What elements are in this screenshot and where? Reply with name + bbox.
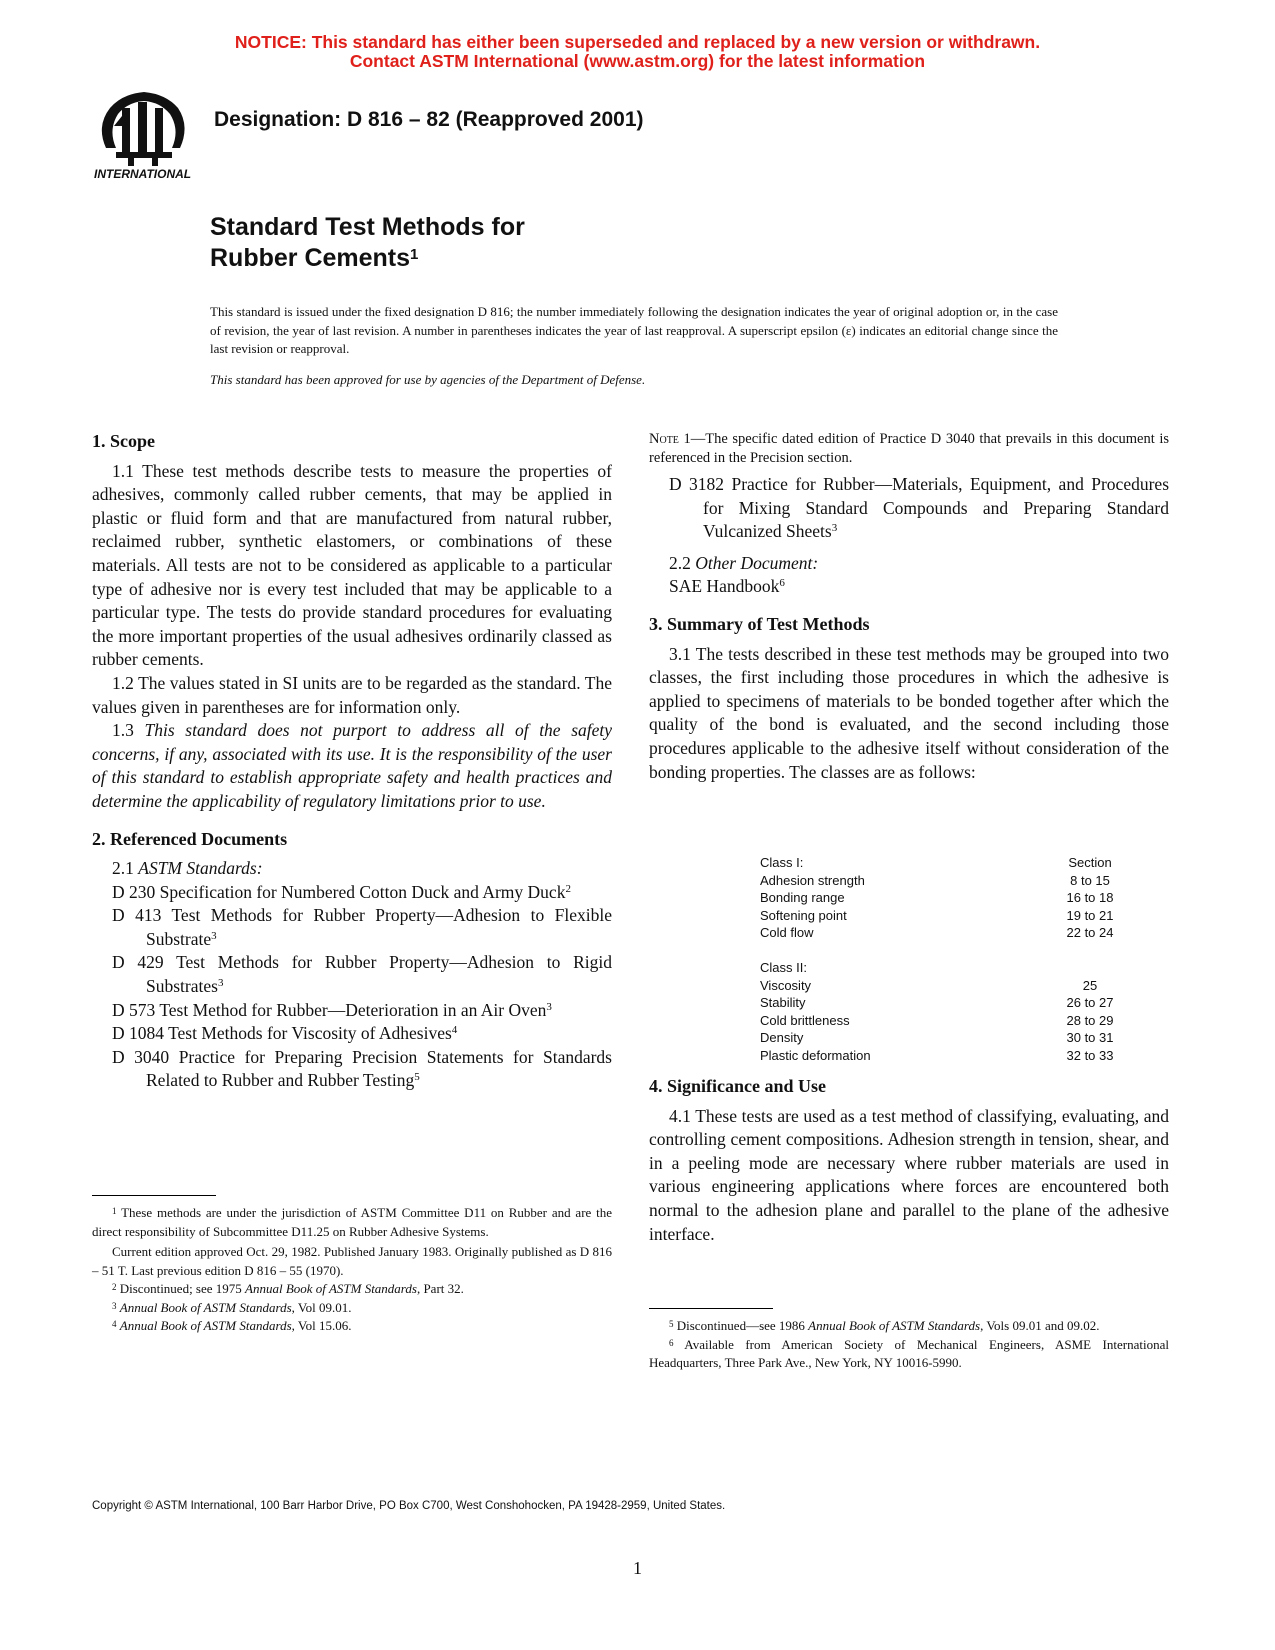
right-column xyxy=(649,430,1169,784)
reference-list-continued xyxy=(649,430,1169,544)
section-heading-scope: 1. Scope xyxy=(92,431,155,451)
table-row: Softening point 19 to 21 xyxy=(760,907,1114,923)
summary-paragraph-3-1: 3.1 The tests described in these test methods may be grouped into two classes, the first including those procedures in which the adhesive is applied to specimens of materials to be bonded together after which the quality of the bond is evaluated, and the second including those procedures applicable to the adhesive itself without consideration of the bonding properties. The classes are as follows: xyxy=(649,643,1169,782)
astm-logo-icon xyxy=(92,86,196,182)
issued-note: This standard is issued under the fixed designation D 816; the number immediately following the designation indicates the year of original adoption or, in the case of revision, the year of last revision. A number in parentheses indicates the year of last reapproval. A superscript epsilon (ε) indicates an editorial change since the last revision or reapproval. xyxy=(210,304,1058,356)
reference-d230: D 230 Specification for Numbered Cotton Duck and Army Duck$^2$ xyxy=(112,881,571,902)
copyright-line: Copyright © ASTM International, 100 Barr Harbor Drive, PO Box C700, West Conshohocken, PA 19428-2959, United States. xyxy=(92,1500,726,1512)
page-number: 1 xyxy=(633,1558,642,1578)
approved-note: This standard has been approved for use by agencies of the Department of Defense. xyxy=(210,372,646,387)
section-heading-significance: 4. Significance and Use xyxy=(649,1076,827,1096)
footnote-6: $^6$ Available from American Society of Mechanical Engineers, ASME International Headquarters, Three Park Ave., New York, NY 10016-5990. xyxy=(649,1336,1169,1370)
title-line-2: Rubber Cements$^1$ xyxy=(210,244,419,272)
reference-d1084: D 1084 Test Methods for Viscosity of Adhesives$^4$ xyxy=(112,1023,458,1044)
designation: Designation: D 816 – 82 (Reapproved 2001) xyxy=(214,108,644,131)
withdrawal-notice xyxy=(0,33,1275,71)
table-row: Bonding range 16 to 18 xyxy=(760,890,1114,906)
scope-paragraph-1-2: 1.2 The values stated in SI units are to be regarded as the standard. The values given in parentheses are for information only. xyxy=(92,672,612,717)
footnote-5: $^5$ Discontinued—see 1986 Annual Book of ASTM Standards, Vols 09.01 and 09.02. xyxy=(669,1318,1100,1333)
logo-international-text: INTERNATIONAL xyxy=(94,167,192,181)
scope-paragraph-1-3: 1.3 This standard does not purport to address all of the safety concerns, if any, associated with its use. It is the responsibility of the user of this standard to establish appropriate safety and health practices and determine the applicability of regulatory limitations prior to use. xyxy=(92,720,613,811)
table-row: Density 30 to 31 xyxy=(760,1030,1114,1046)
astm-standards-subheading: 2.1 ASTM Standards: xyxy=(112,858,263,879)
footnote-1: $^1$ These methods are under the jurisdiction of ASTM Committee D11 on Rubber and are the direct responsibility of Subcommittee D11.25 on Rubber Adhesive Systems. xyxy=(92,1205,613,1239)
footnote-2: $^2$ Discontinued; see 1975 Annual Book of ASTM Standards, Part 32. xyxy=(112,1281,464,1296)
section-heading-summary: 3. Summary of Test Methods xyxy=(649,613,870,634)
reference-d3182: D 3182 Practice for Rubber—Materials, Equipment, and Procedures for Mixing Standard Compounds and Preparing Standard Vulcanized Sheets$^3$ xyxy=(669,474,1169,542)
footnote-1-edition: Current edition approved Oct. 29, 1982. Published January 1983. Originally published as D 816 – 51 T. Last previous edition D 816 – 55 (1970). xyxy=(92,1244,612,1278)
footnote-4: $^4$ Annual Book of ASTM Standards, Vol 15.06. xyxy=(112,1318,352,1333)
class-1-label: Class I: xyxy=(760,855,804,870)
title-line-1: Standard Test Methods for xyxy=(210,213,525,241)
left-column xyxy=(92,430,612,1093)
footnote-divider-left xyxy=(92,1195,216,1196)
table-row: Viscosity 25 xyxy=(760,977,1098,993)
reference-d573: D 573 Test Method for Rubber—Deterioration in an Air Oven$^3$ xyxy=(112,999,552,1020)
notice-line-2: Contact ASTM International (www.astm.org) for the latest information xyxy=(349,51,926,71)
reference-sae-handbook: SAE Handbook$^6$ xyxy=(669,576,785,597)
footnotes-right xyxy=(649,1317,1169,1373)
table-row: Stability 26 to 27 xyxy=(760,995,1114,1011)
table-row: Plastic deformation 32 to 33 xyxy=(760,1047,1114,1063)
reference-d3040: D 3040 Practice for Preparing Precision Statements for Standards Related to Rubber and Rubber Testing$^5$ xyxy=(112,1046,612,1091)
reference-list xyxy=(92,881,612,1093)
section-column-header: Section xyxy=(1068,855,1112,870)
significance-paragraph-4-1: 4.1 These tests are used as a test method of classifying, evaluating, and controlling cement compositions. Adhesion strength in tension, shear, and in a peeling mode are necessary where rubber materials are used in various engineering applications where forces are encountered both normal to the adhesion plane and parallel to the plane of the adhesive interface. xyxy=(649,1105,1169,1244)
significance-section xyxy=(649,1075,1169,1246)
title-footnote-mark: 1 xyxy=(410,246,419,263)
other-document-subheading: 2.2 Other Document: xyxy=(669,552,819,573)
notice-line-1: NOTICE: This standard has either been superseded and replaced by a new version or withdrawn. xyxy=(234,32,1041,52)
astm-logo xyxy=(92,86,196,182)
table-row: Adhesion strength 8 to 15 xyxy=(760,872,1110,888)
reference-d429: D 429 Test Methods for Rubber Property—Adhesion to Rigid Substrates$^3$ xyxy=(112,952,612,997)
reference-d413: D 413 Test Methods for Rubber Property—Adhesion to Flexible Substrate$^3$ xyxy=(112,905,612,949)
test-classes-table xyxy=(760,854,1120,1065)
table-header-row xyxy=(760,854,1120,872)
table-row: Cold brittleness 28 to 29 xyxy=(760,1012,1114,1028)
class-2-label: Class II: xyxy=(760,959,807,975)
footnote-divider-right xyxy=(649,1308,773,1309)
reference-note-1: Note 1—The specific dated edition of Practice D 3040 that prevails in this document is referenced in the Precision section. xyxy=(649,431,1170,466)
page-title xyxy=(210,212,525,274)
footnote-3: $^3$ Annual Book of ASTM Standards, Vol 09.01. xyxy=(112,1299,352,1315)
table-row: Cold flow 22 to 24 xyxy=(760,925,1114,941)
scope-paragraph-1-1: 1.1 These test methods describe tests to measure the properties of adhesives, commonly called rubber cements, that may be applied in plastic or fluid form and that are manufactured from natural rubber, reclaimed rubber, synthetic elastomers, or combinations of these materials. All tests are not to be considered as applicable to a particular type of adhesive nor is every test included that may be applicable to a particular type. The tests do provide standard procedures for evaluating the more important properties of the usual adhesives ordinarily classed as rubber cements. xyxy=(92,460,612,670)
section-heading-referenced-documents: 2. Referenced Documents xyxy=(92,828,288,849)
class-2-row xyxy=(760,959,1120,977)
footnotes-left xyxy=(92,1204,612,1336)
